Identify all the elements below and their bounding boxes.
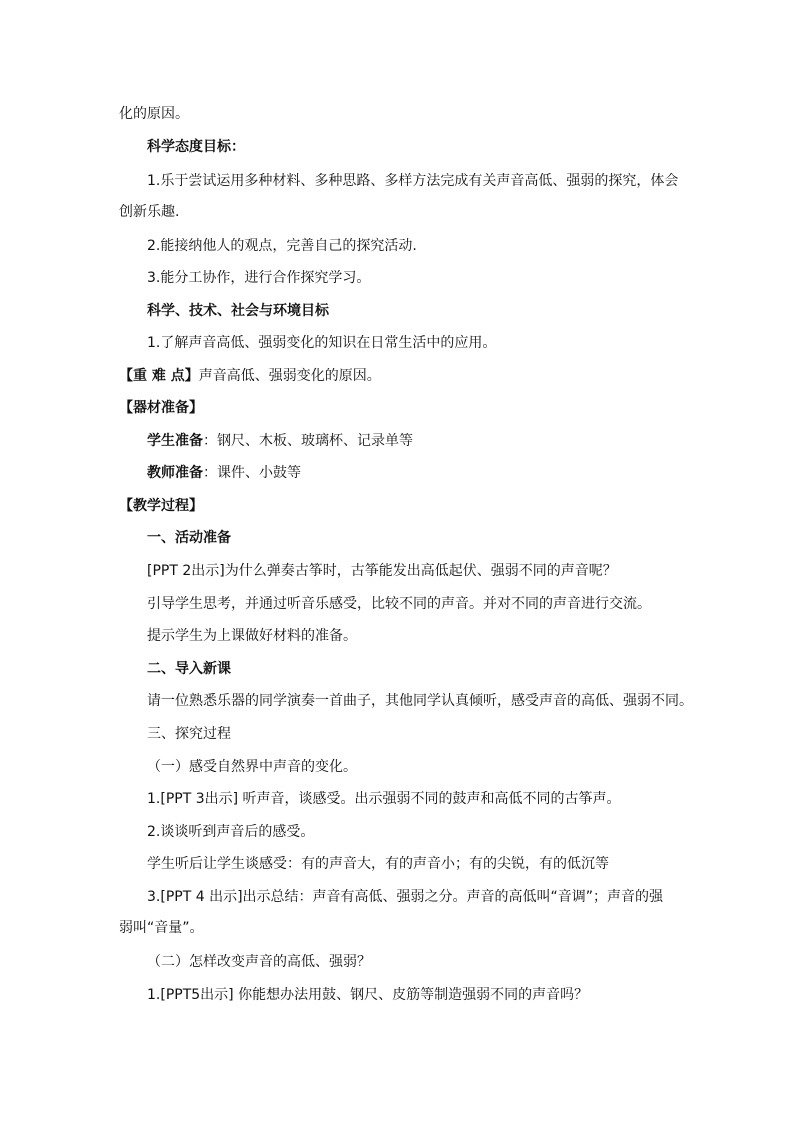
student-prep-text: ：钢尺、木板、玻璃杯、记录单等 bbox=[203, 433, 413, 449]
section-heading-attitude: 科学态度目标： bbox=[147, 139, 245, 155]
subheading-activity-prep: 一、活动准备 bbox=[147, 530, 231, 546]
teacher-prep-text: ：课件、小鼓等 bbox=[203, 465, 301, 481]
paragraph-line: 弱叫“音量”。 bbox=[119, 920, 204, 936]
paragraph-line: 1.乐于尝试运用多种材料、多种思路、多样方法完成有关声音高低、强弱的探究，体会 bbox=[147, 173, 679, 189]
paragraph-line: 3.能分工协作，进行合作探究学习。 bbox=[147, 270, 371, 286]
subheading-intro: 二、导入新课 bbox=[147, 661, 231, 677]
paragraph-line: 1.[PPT5出示] 你能想办法用鼓、钢尺、皮筋等制造强弱不同的声音吗？ bbox=[147, 987, 589, 1003]
paragraph-line: 创新乐趣. bbox=[119, 204, 180, 220]
paragraph-line: 2.能接纳他人的观点，完善自己的探究活动. bbox=[147, 238, 417, 254]
paragraph-line: 1.[PPT 3出示] 听声音，谈感受。出示强弱不同的鼓声和高低不同的古筝声。 bbox=[147, 791, 621, 807]
subheading-inquiry: 三、探究过程 bbox=[147, 726, 231, 742]
paragraph-line: 3.[PPT 4 出示]出示总结：声音有高低、强弱之分。声音的高低叫“音调”；声音的强 bbox=[147, 889, 664, 905]
teacher-prep-line bbox=[147, 463, 301, 483]
paragraph-line: 引导学生思考，并通过听音乐感受，比较不同的声音。并对不同的声音进行交流。 bbox=[147, 596, 651, 612]
section-heading-process: 【教学过程】 bbox=[119, 498, 203, 514]
paragraph-line: 化的原因。 bbox=[119, 106, 189, 122]
key-points-line bbox=[119, 366, 381, 386]
paragraph-line: 2.谈谈听到声音后的感受。 bbox=[147, 824, 315, 840]
teacher-prep-label: 教师准备 bbox=[147, 465, 203, 481]
paragraph-line: 1.了解声音高低、强弱变化的知识在日常生活中的应用。 bbox=[147, 335, 497, 351]
paragraph-line: [PPT 2出示]为什么弹奏古筝时，古筝能发出高低起伏、强弱不同的声音呢？ bbox=[147, 563, 617, 579]
paragraph-line: 请一位熟悉乐器的同学演奏一首曲子，其他同学认真倾听，感受声音的高低、强弱不同。 bbox=[147, 693, 693, 709]
section-heading-stse: 科学、技术、社会与环境目标 bbox=[147, 303, 329, 319]
paragraph-line: 学生听后让学生谈感受：有的声音大，有的声音小；有的尖锐，有的低沉等 bbox=[147, 856, 609, 872]
key-points-label: 【重 难 点】 bbox=[119, 368, 199, 384]
key-points-text: 声音高低、强弱变化的原因。 bbox=[198, 368, 381, 384]
student-prep-label: 学生准备 bbox=[147, 433, 203, 449]
section-heading-materials: 【器材准备】 bbox=[119, 400, 203, 416]
paragraph-line: （二）怎样改变声音的高低、强弱？ bbox=[147, 954, 371, 970]
paragraph-line: （一）感受自然界中声音的变化。 bbox=[147, 759, 357, 775]
paragraph-line: 提示学生为上课做好材料的准备。 bbox=[147, 628, 357, 644]
student-prep-line bbox=[147, 431, 413, 451]
